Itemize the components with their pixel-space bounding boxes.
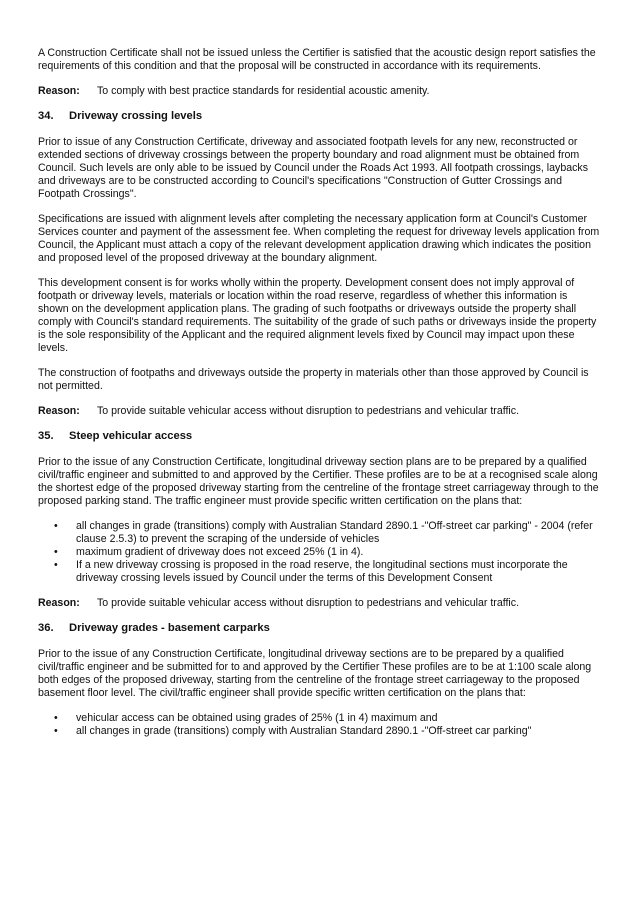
list-item: [38, 559, 600, 585]
bullet-icon: •: [54, 520, 58, 532]
list-item: [38, 712, 600, 725]
s34-paragraph-2: Specifications are issued with alignment levels after completing the necessary application form at Council's Customer Services counter and payment of the assessment fee. When completing the request for driveway levels application from Council, the Applicant must attach a copy of the relevant development application drawing which indicates the position and proposed level of the proposed driveway at the boundary alignment.: [38, 213, 600, 264]
s36-bullet-list: [38, 712, 600, 738]
s34-paragraph-1: Prior to issue of any Construction Certificate, driveway and associated footpath levels for any new, reconstructed or extended sections of driveway crossings between the property boundary and road alignment must be obtained from Council. Such levels are only able to be issued by Council under the Roads Act 1993. All footpath crossings, laybacks and driveways are to be constructed according to Council's specifications "Construction of Gutter Crossings and Footpath Crossings".: [38, 136, 589, 200]
reason-text: To provide suitable vehicular access without disruption to pedestrians and vehicular traffic.: [97, 405, 520, 417]
section-34-heading: [38, 110, 600, 123]
list-item-text: maximum gradient of driveway does not exceed 25% (1 in 4).: [76, 546, 364, 558]
reason-label: Reason:: [38, 85, 80, 97]
intro-paragraph: A Construction Certificate shall not be issued unless the Certifier is satisfied that the acoustic design report satisfies the requirements of this condition and that the proposal will be constructed in accordance with its requirements.: [38, 47, 596, 72]
section-title: Driveway crossing levels: [69, 110, 203, 122]
reason-label: Reason:: [38, 597, 80, 609]
section-number: 34.: [38, 110, 54, 122]
s34-paragraph-3: This development consent is for works wholly within the property. Development consent does not imply approval of footpath or driveway levels, materials or location within the road reserve, regardless of whether this information is shown on the development application plans. The grading of such footpaths or driveways outside the property shall comply with Council's standard requirements. The suitability of the grade of such paths or driveways inside the property is the sole responsibility of the Applicant and the required alignment levels fixed by Council may impact upon these levels.: [38, 277, 597, 354]
list-item-text: all changes in grade (transitions) comply with Australian Standard 2890.1 -"Off-street car parking": [76, 725, 532, 737]
s36-paragraph-1: Prior to the issue of any Construction Certificate, longitudinal driveway sections are to be prepared by a qualified civil/traffic engineer and be submitted for to and approved by the Certifier These profiles are to be at 1:100 scale along both edges of the proposed driveway, starting from the centreline of the frontage street carriageway to the proposed basement floor level. The civil/traffic engineer shall provide specific written certification on the plans that:: [38, 648, 592, 699]
bullet-icon: •: [54, 725, 58, 737]
list-item: [38, 546, 600, 559]
bullet-icon: •: [54, 712, 58, 724]
s34-paragraph-4: The construction of footpaths and driveways outside the property in materials other than those approved by Council is not permitted.: [38, 367, 589, 392]
list-item: [38, 520, 600, 546]
reason-label: Reason:: [38, 405, 80, 417]
section-number: 35.: [38, 430, 54, 442]
s35-bullet-list: [38, 520, 600, 585]
reason-text: To comply with best practice standards for residential acoustic amenity.: [97, 85, 430, 97]
list-item-text: all changes in grade (transitions) comply with Australian Standard 2890.1 -"Off-street car parking" - 2004 (refer clause 2.5.3) to prevent the scraping of the underside of vehicles: [76, 520, 593, 545]
list-item-text: vehicular access can be obtained using grades of 25% (1 in 4) maximum and: [76, 712, 438, 724]
reason-text: To provide suitable vehicular access without disruption to pedestrians and vehicular traffic.: [97, 597, 520, 609]
s34-reason: [38, 405, 600, 418]
section-title: Driveway grades - basement carparks: [69, 622, 270, 634]
list-item-text: If a new driveway crossing is proposed in the road reserve, the longitudinal sections must incorporate the driveway crossing levels issued by Council under the terms of this Development Consent: [76, 559, 568, 584]
s35-reason: [38, 597, 600, 610]
section-title: Steep vehicular access: [69, 430, 193, 442]
reason-acoustic: [38, 85, 600, 98]
bullet-icon: •: [54, 546, 58, 558]
section-number: 36.: [38, 622, 54, 634]
section-35-heading: [38, 430, 600, 443]
section-36-heading: [38, 622, 600, 635]
s35-paragraph-1: Prior to the issue of any Construction Certificate, longitudinal driveway section plans are to be prepared by a qualified civil/traffic engineer and submitted to and approved by the Certifier. These profiles are to be at a recognised scale along the shortest edge of the proposed driveway starting from the centreline of the frontage street carriageway through to the proposed parking stand. The traffic engineer must provide specific written certification on the plans that:: [38, 456, 599, 507]
bullet-icon: •: [54, 559, 58, 571]
list-item: [38, 725, 600, 738]
